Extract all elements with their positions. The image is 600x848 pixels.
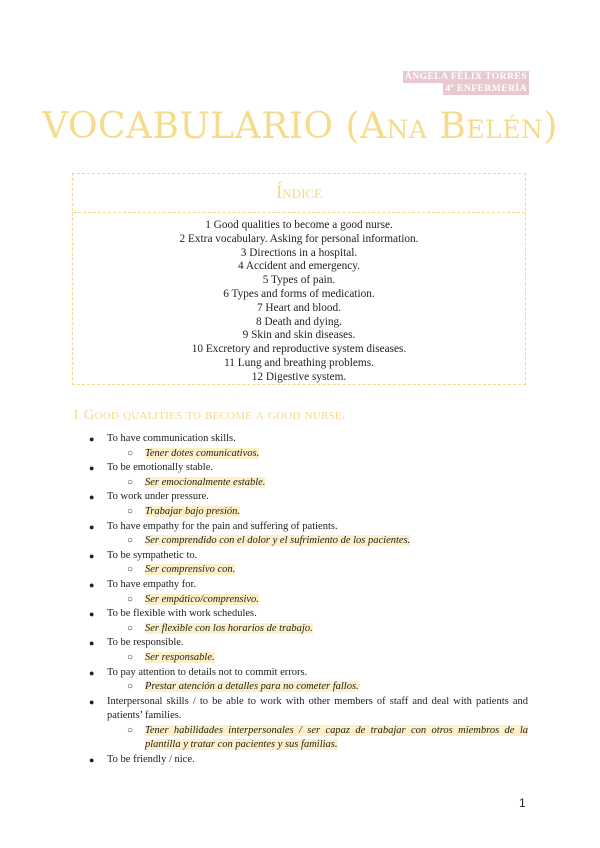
spanish-translation: Ser empático/comprensivo.	[145, 593, 259, 605]
bullet-icon: ●	[89, 550, 95, 561]
index-item: 9 Skin and skin diseases.	[242, 329, 356, 342]
author-label	[403, 71, 529, 95]
circle-bullet-icon: ○	[127, 593, 134, 605]
page-number: 1	[519, 796, 526, 810]
author-course: 4º ENFERMERÍA	[445, 84, 527, 94]
spanish-translation: Ser comprendido con el dolor y el sufrimiento de los pacientes.	[145, 535, 411, 547]
bullet-icon: ●	[89, 521, 95, 532]
index-item: 11 Lung and breathing problems.	[224, 356, 374, 369]
list-item	[72, 549, 528, 564]
bullet-icon: ●	[89, 755, 95, 766]
translation-item	[72, 622, 528, 637]
translation-item	[72, 680, 528, 695]
english-term: To be responsible.	[107, 637, 184, 649]
index-item: 1 Good qualities to become a good nurse.	[205, 219, 393, 231]
list-item	[72, 753, 528, 768]
index-item: 4 Accident and emergency.	[237, 260, 361, 273]
index-item: 6 Types and forms of medication.	[223, 287, 375, 300]
translation-item	[72, 724, 528, 753]
bullet-icon: ●	[89, 667, 95, 678]
english-term: To have communication skills.	[107, 433, 236, 444]
list-item	[72, 607, 528, 622]
spanish-translation: Ser responsable.	[145, 651, 215, 663]
translation-item	[72, 651, 528, 666]
english-term: To have empathy for the pain and suffering of patients.	[107, 520, 338, 532]
translation-item	[72, 593, 528, 608]
index-item: 2 Extra vocabulary. Asking for personal information.	[179, 232, 419, 245]
circle-bullet-icon: ○	[127, 681, 134, 693]
list-item	[72, 666, 528, 681]
list-item	[72, 695, 528, 724]
english-term: Interpersonal skills / to be able to work with other members of staff and deal with patients and patients’ families.	[107, 695, 528, 722]
translation-item	[72, 447, 528, 462]
index-item: 7 Heart and blood.	[256, 301, 342, 314]
circle-bullet-icon: ○	[127, 564, 134, 576]
index-box	[72, 173, 526, 385]
list-item	[72, 490, 528, 505]
translation-item	[72, 534, 528, 549]
english-term: To be emotionally stable.	[107, 462, 213, 474]
vocabulary-list	[72, 432, 528, 768]
translation-item	[72, 476, 528, 491]
circle-bullet-icon: ○	[127, 505, 134, 517]
bullet-icon: ●	[89, 492, 95, 503]
list-item	[72, 461, 528, 476]
index-item: 5 Types of pain.	[262, 274, 336, 287]
english-term: To work under pressure.	[107, 491, 209, 503]
index-item: 10 Excretory and reproductive system diseases.	[191, 343, 407, 356]
section-heading: 1 Good qualities to become a good nurse.	[72, 407, 346, 423]
list-item	[72, 432, 528, 447]
spanish-translation: Trabajar bajo presión.	[145, 505, 241, 517]
bullet-icon: ●	[89, 609, 95, 620]
circle-bullet-icon: ○	[127, 447, 134, 459]
bullet-icon: ●	[89, 579, 95, 590]
english-term: To be sympathetic to.	[107, 549, 198, 561]
circle-bullet-icon: ○	[127, 535, 134, 547]
circle-bullet-icon: ○	[127, 622, 134, 634]
spanish-translation: Ser flexible con los horarios de trabajo.	[145, 622, 313, 634]
bullet-icon: ●	[89, 463, 95, 474]
translation-item	[72, 563, 528, 578]
list-item	[72, 636, 528, 651]
author-name: ÁNGELA FÉLIX TORRES	[404, 72, 527, 82]
english-term: To be flexible with work schedules.	[107, 608, 257, 620]
list-item	[72, 520, 528, 535]
circle-bullet-icon: ○	[127, 651, 134, 663]
spanish-translation: Ser comprensivo con.	[145, 564, 236, 576]
index-item: 3 Directions in a hospital.	[240, 246, 358, 259]
bullet-icon: ●	[89, 638, 95, 649]
index-title: Índice	[73, 174, 525, 213]
spanish-translation: Tener habilidades interpersonales / ser capaz de trabajar con otros miembros de la plantilla y tratar con pacientes y sus familias.	[145, 724, 528, 751]
spanish-translation: Prestar atención a detalles para no cometer fallos.	[145, 681, 359, 693]
page-title: VOCABULARIO (Ana Belén)	[42, 106, 558, 147]
english-term: To pay attention to details not to commit errors.	[107, 666, 308, 678]
bullet-icon: ●	[89, 434, 95, 444]
spanish-translation: Ser emocionalmente estable.	[145, 476, 266, 488]
bullet-icon: ●	[89, 696, 95, 707]
translation-item	[72, 505, 528, 520]
list-item	[72, 578, 528, 593]
english-term: To have empathy for.	[107, 578, 197, 590]
index-list	[73, 213, 525, 385]
index-item: 12 Digestive system.	[251, 370, 347, 383]
circle-bullet-icon: ○	[127, 724, 134, 736]
circle-bullet-icon: ○	[127, 476, 134, 488]
spanish-translation: Tener dotes comunicativos.	[145, 447, 260, 459]
index-item: 8 Death and dying.	[256, 315, 342, 328]
english-term: To be friendly / nice.	[107, 754, 195, 766]
